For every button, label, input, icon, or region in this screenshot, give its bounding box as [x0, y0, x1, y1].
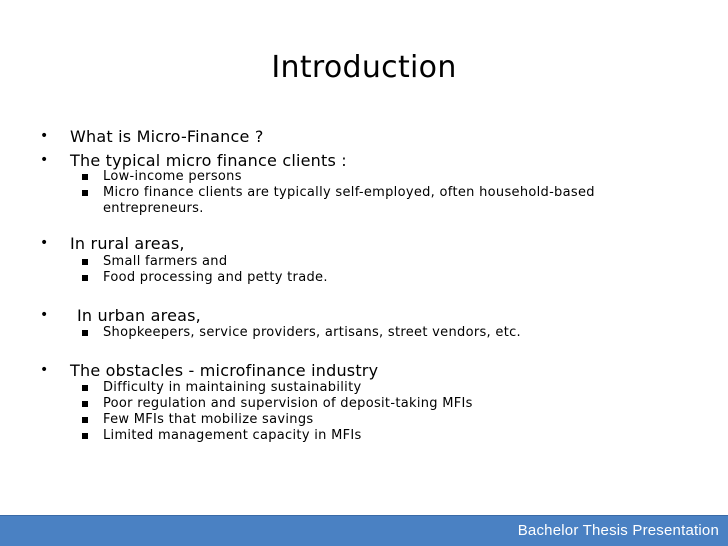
sub-bullet-text: Small farmers and: [103, 254, 228, 269]
bullet-dot-icon: •: [40, 152, 49, 168]
bullet-text: In rural areas,: [70, 234, 185, 253]
sub-bullet-text: Few MFIs that mobilize savings: [103, 412, 314, 427]
square-bullet-icon: [82, 330, 88, 336]
footer-bar: [0, 515, 728, 546]
bullet-text: The obstacles - microfinance industry: [70, 361, 379, 380]
bullet-text: In urban areas,: [77, 306, 201, 325]
square-bullet-icon: [82, 385, 88, 391]
bullet-dot-icon: •: [40, 128, 49, 144]
bullet-dot-icon: •: [40, 307, 49, 323]
bullet-dot-icon: •: [40, 362, 49, 378]
sub-bullet-text: Low-income persons: [103, 169, 242, 184]
sub-bullet-text: Food processing and petty trade.: [103, 270, 328, 285]
slide-title: Introduction: [271, 50, 457, 85]
footer-text: Bachelor Thesis Presentation: [517, 522, 719, 539]
sub-bullet-text: Difficulty in maintaining sustainability: [103, 380, 362, 395]
square-bullet-icon: [82, 417, 88, 423]
sub-bullet-text: Shopkeepers, service providers, artisans, street vendors, etc.: [103, 325, 521, 340]
bullet-text: What is Micro-Finance ?: [70, 127, 264, 146]
bullet-text: The typical micro finance clients :: [70, 151, 347, 170]
square-bullet-icon: [82, 275, 88, 281]
square-bullet-icon: [82, 401, 88, 407]
square-bullet-icon: [82, 190, 88, 196]
sub-bullet-text: Poor regulation and supervision of deposit-taking MFIs: [103, 396, 473, 411]
bullet-dot-icon: •: [40, 235, 49, 251]
square-bullet-icon: [82, 433, 88, 439]
square-bullet-icon: [82, 259, 88, 265]
sub-bullet-text: Micro finance clients are typically self-employed, often household-based entrepreneurs.: [103, 185, 595, 216]
square-bullet-icon: [82, 174, 88, 180]
sub-bullet-text: Limited management capacity in MFIs: [103, 428, 362, 443]
